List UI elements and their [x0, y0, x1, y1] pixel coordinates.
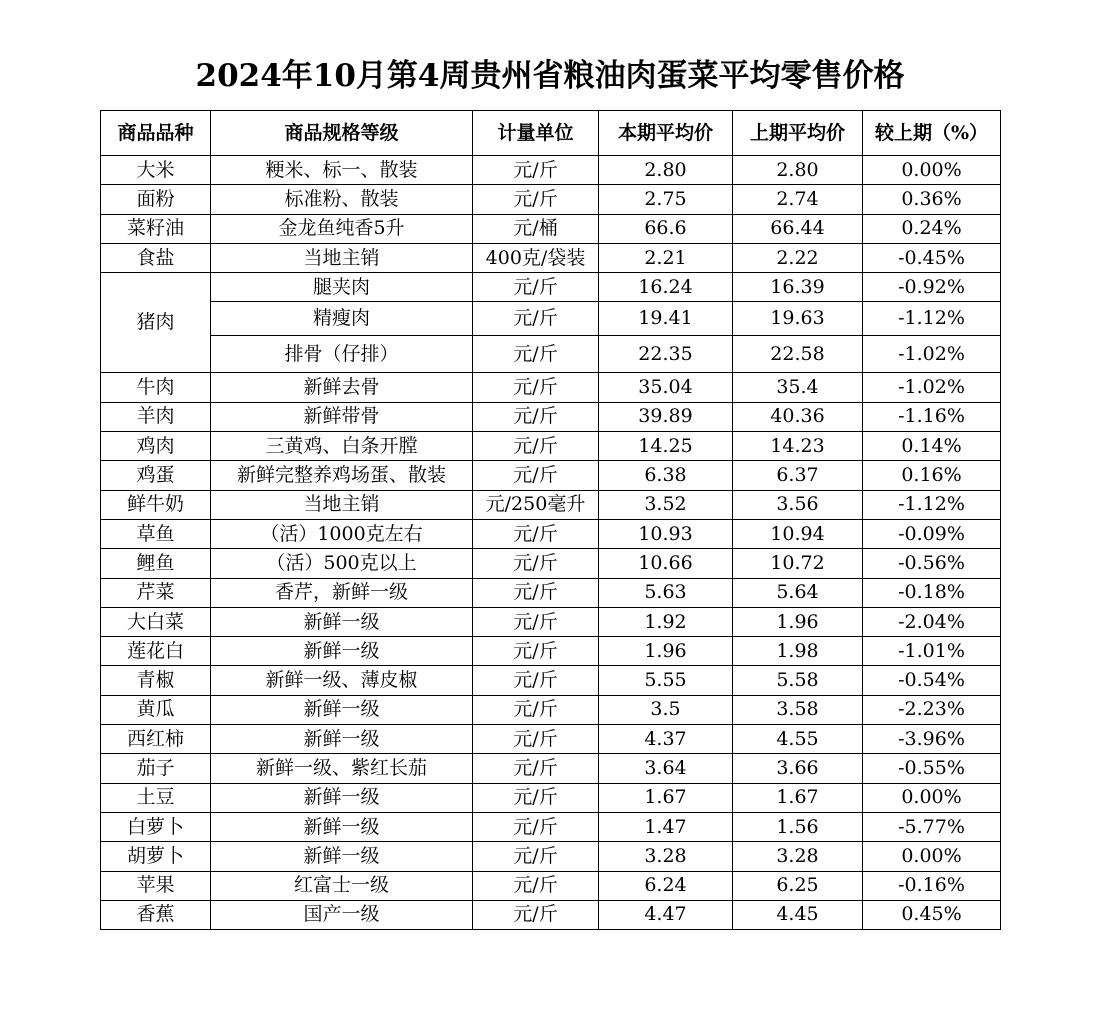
cell-current-price: 1.67 [599, 783, 733, 812]
cell-category: 土豆 [101, 783, 211, 812]
cell-previous-price: 1.98 [733, 637, 863, 666]
cell-spec: 新鲜一级、薄皮椒 [211, 666, 473, 695]
table-header-row [101, 111, 1001, 156]
cell-spec: 红富士一级 [211, 871, 473, 900]
cell-unit: 400克/袋装 [473, 243, 599, 272]
cell-change: -1.12% [863, 490, 1001, 519]
cell-change: -0.45% [863, 243, 1001, 272]
cell-category: 羊肉 [101, 402, 211, 431]
cell-previous-price: 4.45 [733, 900, 863, 929]
cell-change: -0.92% [863, 273, 1001, 302]
cell-previous-price: 6.25 [733, 871, 863, 900]
cell-unit: 元/斤 [473, 519, 599, 548]
cell-spec: 新鲜完整养鸡场蛋、散装 [211, 461, 473, 490]
cell-spec: 腿夹肉 [211, 273, 473, 302]
cell-current-price: 39.89 [599, 402, 733, 431]
cell-current-price: 16.24 [599, 273, 733, 302]
cell-change: -1.12% [863, 302, 1001, 336]
table-row [101, 156, 1001, 185]
cell-change: -0.56% [863, 549, 1001, 578]
cell-current-price: 22.35 [599, 336, 733, 373]
cell-change: 0.00% [863, 842, 1001, 871]
cell-unit: 元/斤 [473, 900, 599, 929]
cell-change: -1.16% [863, 402, 1001, 431]
cell-category: 香蕉 [101, 900, 211, 929]
header-change: 较上期（%） [863, 111, 1001, 156]
cell-previous-price: 1.67 [733, 783, 863, 812]
table-row [101, 432, 1001, 461]
cell-unit: 元/斤 [473, 754, 599, 783]
cell-category: 茄子 [101, 754, 211, 783]
cell-previous-price: 35.4 [733, 373, 863, 402]
cell-change: 0.24% [863, 214, 1001, 243]
cell-category: 鸡肉 [101, 432, 211, 461]
cell-previous-price: 2.22 [733, 243, 863, 272]
cell-previous-price: 3.66 [733, 754, 863, 783]
cell-spec: 新鲜一级 [211, 842, 473, 871]
cell-current-price: 2.75 [599, 185, 733, 214]
table-row [101, 273, 1001, 302]
cell-category: 大白菜 [101, 607, 211, 636]
table-row [101, 812, 1001, 841]
cell-change: -2.04% [863, 607, 1001, 636]
cell-previous-price: 1.96 [733, 607, 863, 636]
cell-previous-price: 14.23 [733, 432, 863, 461]
cell-spec: 精瘦肉 [211, 302, 473, 336]
table-row [101, 336, 1001, 373]
table-row [101, 871, 1001, 900]
table-row [101, 637, 1001, 666]
table-row [101, 402, 1001, 431]
cell-spec: 金龙鱼纯香5升 [211, 214, 473, 243]
cell-spec: 国产一级 [211, 900, 473, 929]
cell-change: -1.02% [863, 336, 1001, 373]
cell-category: 菜籽油 [101, 214, 211, 243]
cell-change: -0.16% [863, 871, 1001, 900]
cell-category: 牛肉 [101, 373, 211, 402]
cell-unit: 元/斤 [473, 373, 599, 402]
table-row [101, 695, 1001, 724]
cell-current-price: 5.63 [599, 578, 733, 607]
cell-current-price: 5.55 [599, 666, 733, 695]
cell-previous-price: 5.64 [733, 578, 863, 607]
cell-unit: 元/250毫升 [473, 490, 599, 519]
header-category: 商品品种 [101, 111, 211, 156]
cell-change: -0.55% [863, 754, 1001, 783]
table-row [101, 666, 1001, 695]
cell-spec: 新鲜一级 [211, 637, 473, 666]
cell-change: -3.96% [863, 725, 1001, 754]
cell-unit: 元/斤 [473, 273, 599, 302]
cell-current-price: 1.96 [599, 637, 733, 666]
cell-category: 猪肉 [101, 273, 211, 373]
cell-unit: 元/斤 [473, 549, 599, 578]
cell-spec: 排骨（仔排） [211, 336, 473, 373]
cell-current-price: 35.04 [599, 373, 733, 402]
cell-current-price: 4.37 [599, 725, 733, 754]
cell-previous-price: 5.58 [733, 666, 863, 695]
cell-spec: 三黄鸡、白条开膛 [211, 432, 473, 461]
cell-category: 胡萝卜 [101, 842, 211, 871]
cell-unit: 元/斤 [473, 432, 599, 461]
table-row [101, 185, 1001, 214]
cell-previous-price: 1.56 [733, 812, 863, 841]
cell-current-price: 10.66 [599, 549, 733, 578]
cell-previous-price: 6.37 [733, 461, 863, 490]
cell-spec: 粳米、标一、散装 [211, 156, 473, 185]
cell-spec: 新鲜一级 [211, 695, 473, 724]
cell-unit: 元/桶 [473, 214, 599, 243]
cell-previous-price: 40.36 [733, 402, 863, 431]
cell-spec: （活）1000克左右 [211, 519, 473, 548]
cell-unit: 元/斤 [473, 637, 599, 666]
cell-spec: 新鲜一级 [211, 725, 473, 754]
price-table [100, 110, 1001, 930]
table-body [101, 156, 1001, 930]
cell-unit: 元/斤 [473, 871, 599, 900]
cell-unit: 元/斤 [473, 783, 599, 812]
cell-change: -0.09% [863, 519, 1001, 548]
table-row [101, 461, 1001, 490]
cell-previous-price: 66.44 [733, 214, 863, 243]
header-previous-price: 上期平均价 [733, 111, 863, 156]
cell-current-price: 1.92 [599, 607, 733, 636]
header-current-price: 本期平均价 [599, 111, 733, 156]
cell-change: 0.16% [863, 461, 1001, 490]
header-spec: 商品规格等级 [211, 111, 473, 156]
page-title: 2024年10月第4周贵州省粮油肉蛋菜平均零售价格 [195, 58, 905, 94]
table-row [101, 607, 1001, 636]
cell-spec: （活）500克以上 [211, 549, 473, 578]
cell-unit: 元/斤 [473, 842, 599, 871]
cell-unit: 元/斤 [473, 461, 599, 490]
cell-previous-price: 4.55 [733, 725, 863, 754]
cell-change: -5.77% [863, 812, 1001, 841]
cell-current-price: 3.64 [599, 754, 733, 783]
cell-unit: 元/斤 [473, 578, 599, 607]
cell-current-price: 10.93 [599, 519, 733, 548]
cell-current-price: 1.47 [599, 812, 733, 841]
cell-current-price: 2.80 [599, 156, 733, 185]
cell-category: 芹菜 [101, 578, 211, 607]
cell-change: 0.14% [863, 432, 1001, 461]
table-row [101, 783, 1001, 812]
table-row [101, 549, 1001, 578]
cell-current-price: 4.47 [599, 900, 733, 929]
cell-category: 鸡蛋 [101, 461, 211, 490]
cell-current-price: 66.6 [599, 214, 733, 243]
cell-previous-price: 3.56 [733, 490, 863, 519]
cell-unit: 元/斤 [473, 666, 599, 695]
table-row [101, 578, 1001, 607]
cell-unit: 元/斤 [473, 812, 599, 841]
cell-category: 苹果 [101, 871, 211, 900]
cell-category: 西红柿 [101, 725, 211, 754]
cell-spec: 新鲜一级、紫红长茄 [211, 754, 473, 783]
table-row [101, 302, 1001, 336]
cell-unit: 元/斤 [473, 156, 599, 185]
cell-previous-price: 10.72 [733, 549, 863, 578]
table-row [101, 754, 1001, 783]
cell-unit: 元/斤 [473, 336, 599, 373]
cell-category: 青椒 [101, 666, 211, 695]
cell-previous-price: 22.58 [733, 336, 863, 373]
cell-change: -0.54% [863, 666, 1001, 695]
cell-unit: 元/斤 [473, 302, 599, 336]
cell-change: -1.01% [863, 637, 1001, 666]
cell-change: -2.23% [863, 695, 1001, 724]
table-row [101, 900, 1001, 929]
cell-previous-price: 2.74 [733, 185, 863, 214]
cell-previous-price: 19.63 [733, 302, 863, 336]
cell-category: 白萝卜 [101, 812, 211, 841]
cell-spec: 新鲜去骨 [211, 373, 473, 402]
cell-current-price: 19.41 [599, 302, 733, 336]
cell-category: 鲜牛奶 [101, 490, 211, 519]
cell-category: 鲤鱼 [101, 549, 211, 578]
cell-unit: 元/斤 [473, 695, 599, 724]
cell-current-price: 3.52 [599, 490, 733, 519]
cell-spec: 当地主销 [211, 490, 473, 519]
cell-category: 食盐 [101, 243, 211, 272]
cell-spec: 标准粉、散装 [211, 185, 473, 214]
cell-unit: 元/斤 [473, 607, 599, 636]
table-row [101, 725, 1001, 754]
cell-spec: 新鲜一级 [211, 783, 473, 812]
cell-category: 草鱼 [101, 519, 211, 548]
cell-current-price: 6.24 [599, 871, 733, 900]
table-row [101, 243, 1001, 272]
cell-current-price: 14.25 [599, 432, 733, 461]
cell-unit: 元/斤 [473, 185, 599, 214]
cell-current-price: 3.28 [599, 842, 733, 871]
cell-current-price: 3.5 [599, 695, 733, 724]
cell-previous-price: 3.28 [733, 842, 863, 871]
table-row [101, 519, 1001, 548]
cell-change: -0.18% [863, 578, 1001, 607]
table-row [101, 214, 1001, 243]
cell-current-price: 2.21 [599, 243, 733, 272]
cell-previous-price: 10.94 [733, 519, 863, 548]
cell-category: 黄瓜 [101, 695, 211, 724]
cell-category: 莲花白 [101, 637, 211, 666]
cell-unit: 元/斤 [473, 725, 599, 754]
cell-spec: 新鲜一级 [211, 607, 473, 636]
cell-spec: 新鲜带骨 [211, 402, 473, 431]
table-row [101, 490, 1001, 519]
cell-previous-price: 3.58 [733, 695, 863, 724]
table-row [101, 373, 1001, 402]
cell-previous-price: 2.80 [733, 156, 863, 185]
cell-category: 大米 [101, 156, 211, 185]
cell-spec: 香芹，新鲜一级 [211, 578, 473, 607]
cell-spec: 新鲜一级 [211, 812, 473, 841]
cell-change: 0.00% [863, 156, 1001, 185]
cell-change: 0.36% [863, 185, 1001, 214]
table-row [101, 842, 1001, 871]
cell-unit: 元/斤 [473, 402, 599, 431]
cell-category: 面粉 [101, 185, 211, 214]
cell-change: 0.45% [863, 900, 1001, 929]
cell-change: 0.00% [863, 783, 1001, 812]
cell-previous-price: 16.39 [733, 273, 863, 302]
cell-change: -1.02% [863, 373, 1001, 402]
header-unit: 计量单位 [473, 111, 599, 156]
cell-spec: 当地主销 [211, 243, 473, 272]
cell-current-price: 6.38 [599, 461, 733, 490]
